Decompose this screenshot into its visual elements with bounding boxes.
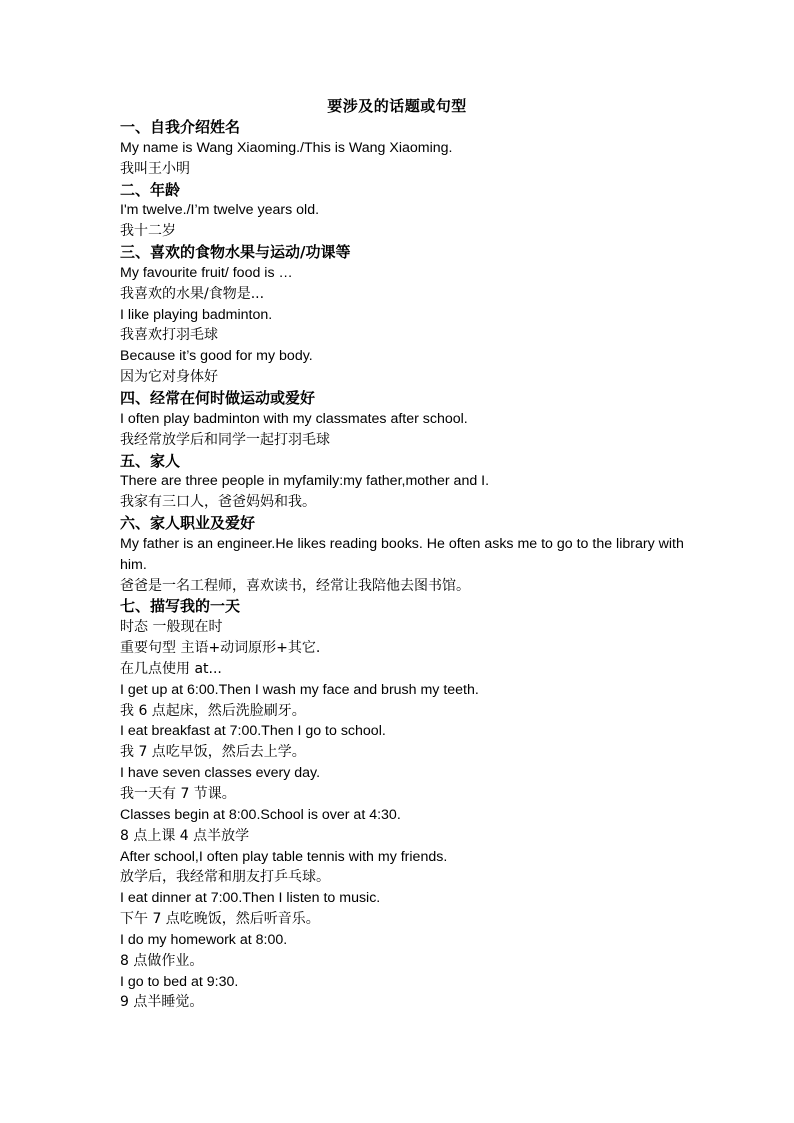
english-sentence: I eat breakfast at 7:00.Then I go to school. bbox=[120, 723, 386, 740]
section-heading: 四、经常在何时做运动或爱好 bbox=[120, 388, 316, 407]
chinese-translation: 9 点半睡觉。 bbox=[120, 994, 204, 1011]
chinese-translation: 我叫王小明 bbox=[120, 160, 190, 177]
document-body bbox=[120, 117, 690, 1013]
english-sentence: There are three people in myfamily:my father,mother and I. bbox=[120, 473, 490, 490]
chinese-translation: 8 点做作业。 bbox=[120, 952, 204, 969]
chinese-translation: 我一天有 7 节课。 bbox=[120, 786, 236, 802]
grammar-note: 在几点使用 at... bbox=[120, 660, 222, 677]
english-sentence: I often play badminton with my classmates after school. bbox=[120, 410, 468, 427]
chinese-translation: 下午 7 点吃晚饭，然后听音乐。 bbox=[120, 911, 320, 928]
english-sentence: Because it’s good for my body. bbox=[120, 348, 313, 365]
english-sentence: I eat dinner at 7:00.Then I listen to music. bbox=[120, 890, 381, 907]
section-heading: 一、自我介绍姓名 bbox=[120, 118, 241, 136]
document-title: 要涉及的话题或句型 bbox=[327, 97, 467, 115]
chinese-translation: 我经常放学后和同学一起打羽毛球 bbox=[120, 431, 330, 448]
english-sentence: My name is Wang Xiaoming./This is Wang Xiaoming. bbox=[120, 139, 453, 156]
english-sentence: I have seven classes every day. bbox=[120, 765, 321, 782]
section-heading: 五、家人 bbox=[120, 451, 181, 470]
english-sentence: I get up at 6:00.Then I wash my face and brush my teeth. bbox=[120, 681, 479, 698]
chinese-translation: 我喜欢的水果/食物是... bbox=[120, 285, 265, 302]
english-sentence: After school,I often play table tennis with my friends. bbox=[120, 848, 448, 865]
chinese-translation: 我 6 点起床，然后洗脸刷牙。 bbox=[120, 702, 306, 719]
chinese-translation: 我 7 点吃早饭，然后去上学。 bbox=[120, 744, 306, 761]
section-heading: 六、家人职业及爱好 bbox=[120, 514, 256, 533]
english-sentence: Classes begin at 8:00.School is over at 4:30. bbox=[120, 806, 401, 823]
chinese-translation: 8 点上课 4 点半放学 bbox=[120, 827, 250, 844]
english-sentence: I go to bed at 9:30. bbox=[120, 973, 239, 990]
section-favourites bbox=[120, 242, 690, 388]
section-family bbox=[120, 451, 690, 514]
grammar-note: 时态 一般现在时 bbox=[120, 619, 223, 636]
section-heading: 二、年龄 bbox=[120, 180, 181, 199]
english-sentence: I'm twelve./I’m twelve years old. bbox=[120, 202, 320, 219]
chinese-translation: 我喜欢打羽毛球 bbox=[120, 327, 218, 344]
chinese-translation: 我十二岁 bbox=[120, 223, 176, 240]
chinese-translation: 因为它对身体好 bbox=[120, 369, 218, 386]
section-self-introduction bbox=[120, 117, 690, 180]
section-family-jobs bbox=[120, 513, 690, 596]
english-sentence: My favourite fruit/ food is … bbox=[120, 264, 293, 281]
section-hobbies-time bbox=[120, 388, 690, 451]
grammar-note: 重要句型 主语+动词原形+其它. bbox=[120, 640, 321, 657]
section-heading: 七、描写我的一天 bbox=[120, 597, 241, 616]
english-sentence: My father is an engineer.He likes reading books. He often asks me to go to the library with him. bbox=[120, 535, 684, 573]
chinese-translation: 放学后，我经常和朋友打乒乓球。 bbox=[120, 869, 330, 886]
chinese-translation: 我家有三口人，爸爸妈妈和我。 bbox=[120, 494, 316, 511]
english-sentence: I do my homework at 8:00. bbox=[120, 931, 288, 948]
section-my-day bbox=[120, 596, 690, 1013]
section-heading: 三、喜欢的食物水果与运动/功课等 bbox=[120, 243, 351, 262]
chinese-translation: 爸爸是一名工程师，喜欢读书，经常让我陪他去图书馆。 bbox=[120, 577, 470, 594]
section-age bbox=[120, 180, 690, 243]
english-sentence: I like playing badminton. bbox=[120, 306, 273, 323]
